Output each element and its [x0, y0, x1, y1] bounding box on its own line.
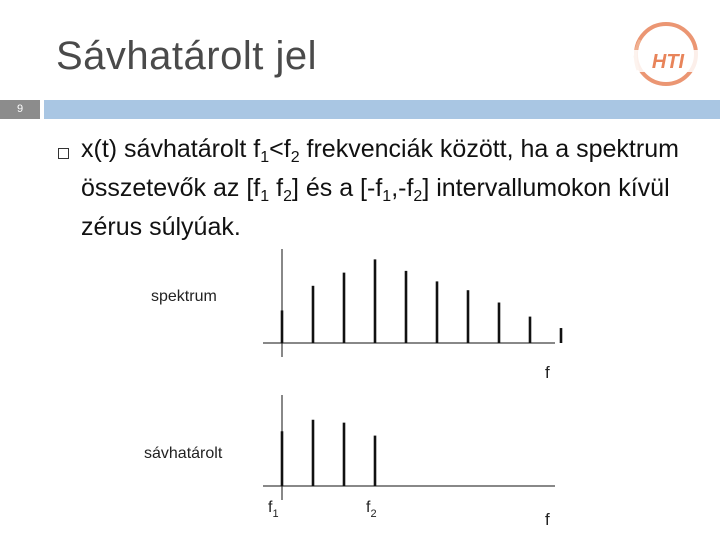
- f1-label: [268, 499, 279, 520]
- bullet-part: frekvenciák között, ha a spektrum összetevők az [f: [81, 135, 679, 202]
- slide-title: Sávhatárolt jel: [56, 34, 317, 78]
- bullet-part: <f: [269, 135, 291, 163]
- bullet-part: x(t) sávhatárolt f: [81, 135, 261, 163]
- f-axis-label-bottom: f: [545, 510, 550, 529]
- f-axis-label-top: f: [545, 363, 550, 382]
- bullet-part: ] és a [-f: [291, 174, 383, 202]
- subscript: 2: [283, 188, 292, 205]
- f2-main: f: [366, 499, 371, 516]
- f1-sub: 1: [272, 508, 279, 520]
- bullet-part: ,-f: [391, 174, 414, 202]
- logo-text: HTI: [651, 51, 685, 73]
- subscript: 1: [260, 188, 270, 205]
- slide-number: 9: [16, 103, 24, 115]
- spectrum-label: spektrum: [151, 288, 217, 305]
- f1-main: f: [268, 499, 273, 516]
- f2-label: [366, 499, 377, 520]
- bullet-part: ] intervallumokon kívül zérus súlyúak.: [81, 174, 670, 241]
- bullet-part: f: [269, 174, 284, 202]
- subscript: 1: [260, 149, 270, 166]
- bandlimited-label: sávhatárolt: [144, 445, 223, 462]
- f2-sub: 2: [370, 508, 377, 520]
- subscript: 2: [413, 188, 423, 205]
- subscript: 1: [382, 188, 392, 205]
- subscript: 2: [290, 149, 300, 166]
